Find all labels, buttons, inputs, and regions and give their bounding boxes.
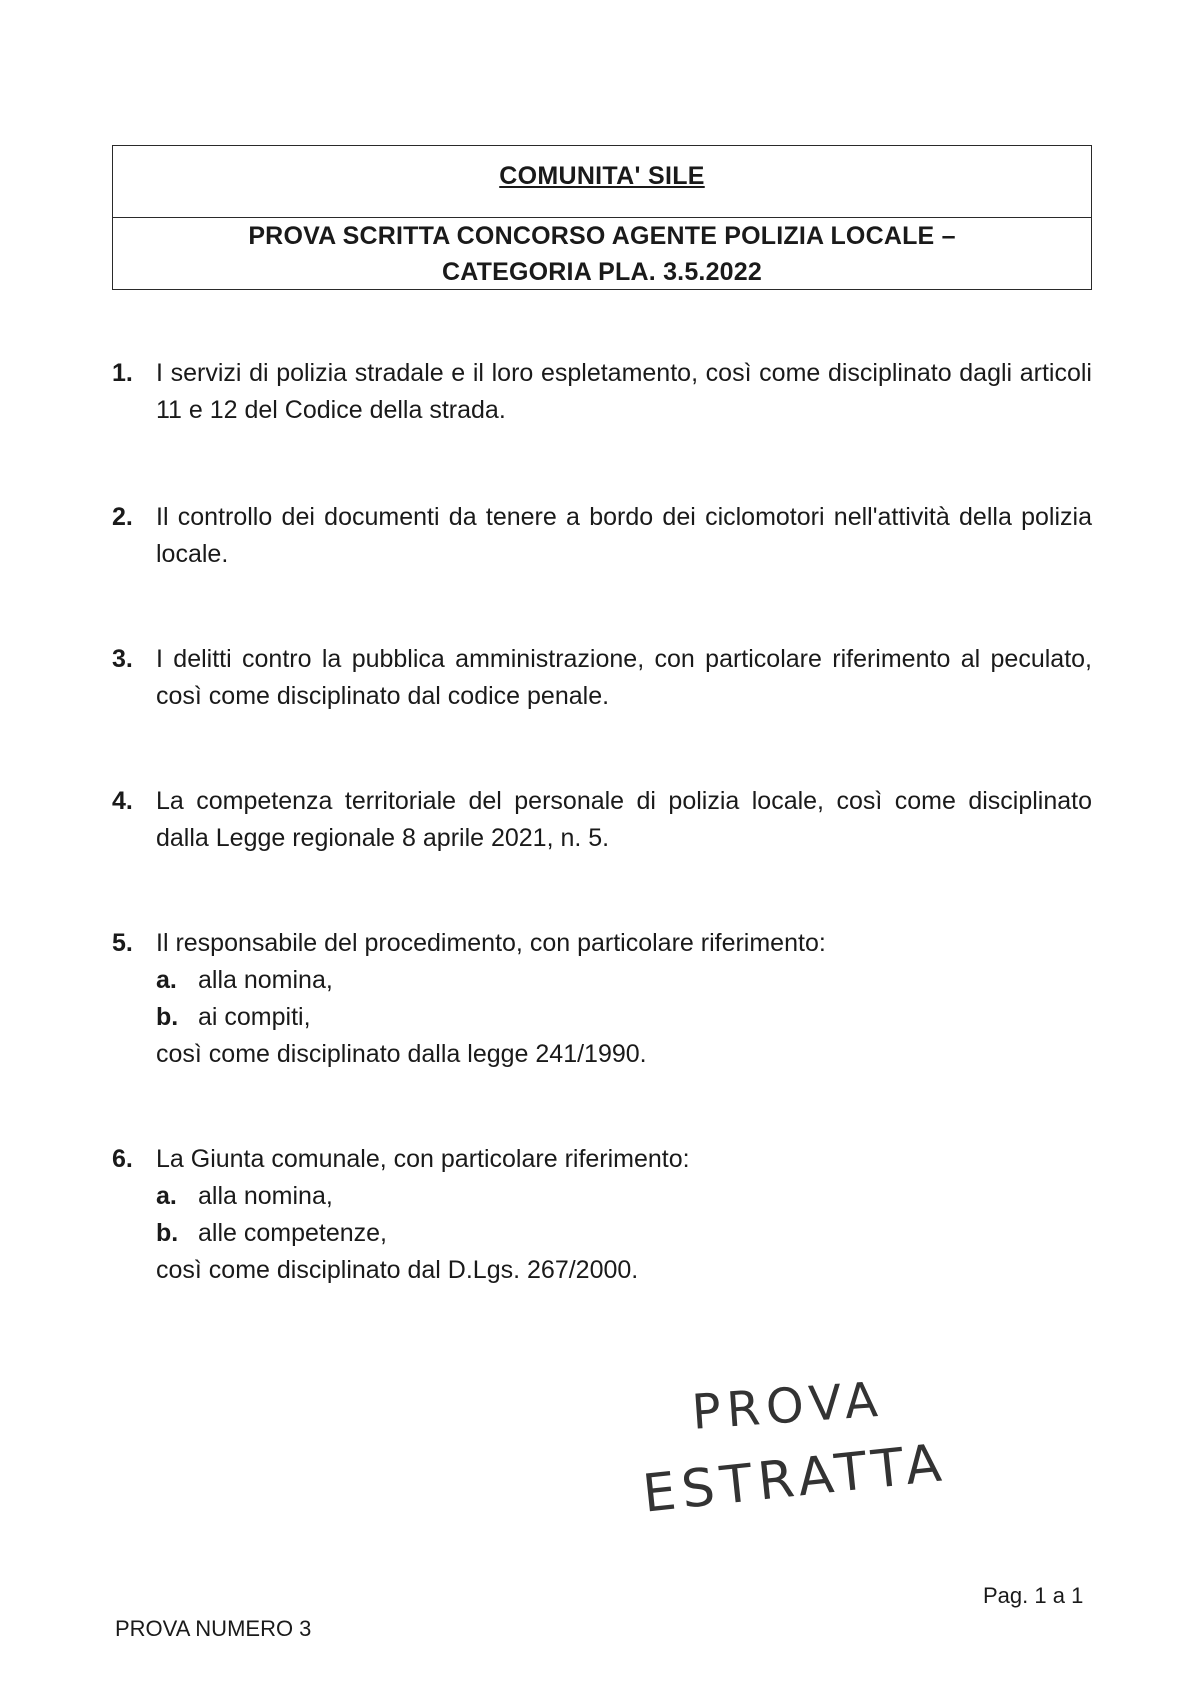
- question-number: 4.: [112, 787, 133, 815]
- handwritten-note-line-2: ESTRATTA: [640, 1433, 950, 1525]
- question-number: 6.: [112, 1145, 133, 1173]
- question-text: La competenza territoriale del personale di polizia locale, così come disciplinato dalla Legge regionale 8 aprile 2021, n. 5.: [156, 787, 1092, 852]
- sub-item-text: alla nomina,: [198, 966, 333, 994]
- sub-item-letter: b.: [156, 1003, 179, 1031]
- sub-item-text: ai compiti,: [198, 1003, 311, 1031]
- header-title-row: [113, 218, 1091, 289]
- question-5: [112, 925, 1092, 1073]
- document-header: [112, 145, 1092, 290]
- sub-item: [156, 1178, 1092, 1215]
- sub-item-text: alla nomina,: [198, 1182, 333, 1210]
- question-body: [156, 925, 1092, 1073]
- question-closing: così come disciplinato dalla legge 241/1990.: [156, 1040, 647, 1068]
- question-closing: così come disciplinato dal D.Lgs. 267/2000.: [156, 1256, 639, 1284]
- question-text: I servizi di polizia stradale e il loro espletamento, così come disciplinato dagli articoli 11 e 12 del Codice della strada.: [156, 359, 1092, 424]
- question-text: Il controllo dei documenti da tenere a bordo dei ciclomotori nell'attività della polizia locale.: [156, 503, 1092, 568]
- question-text: La Giunta comunale, con particolare riferimento:: [156, 1145, 690, 1173]
- header-org-row: [113, 146, 1091, 218]
- question-text: Il responsabile del procedimento, con particolare riferimento:: [156, 929, 826, 957]
- handwritten-note-line-1: PROVA: [690, 1371, 886, 1441]
- question-2: [112, 499, 1092, 573]
- question-1: [112, 355, 1092, 429]
- sub-item: [156, 999, 1092, 1036]
- question-3: [112, 641, 1092, 715]
- sub-item: [156, 1215, 1092, 1252]
- sub-item-letter: a.: [156, 966, 177, 994]
- exam-title-line-1: PROVA SCRITTA CONCORSO AGENTE POLIZIA LOCALE –: [248, 221, 956, 250]
- question-body: [156, 1141, 1092, 1289]
- question-number: 5.: [112, 929, 133, 957]
- question-text: I delitti contro la pubblica amministrazione, con particolare riferimento al peculato, così come disciplinato dal codice penale.: [156, 645, 1092, 710]
- question-number: 2.: [112, 503, 133, 531]
- question-list: [112, 355, 1092, 1289]
- sub-item-letter: b.: [156, 1219, 179, 1247]
- sub-item: [156, 962, 1092, 999]
- test-number: PROVA NUMERO 3: [115, 1616, 312, 1641]
- exam-title-line-2: CATEGORIA PLA. 3.5.2022: [442, 257, 762, 286]
- organization-name: COMUNITA' SILE: [499, 162, 705, 190]
- sub-item-text: alle competenze,: [198, 1219, 388, 1247]
- question-6: [112, 1141, 1092, 1289]
- question-number: 3.: [112, 645, 133, 673]
- page-number: Pag. 1 a 1: [983, 1583, 1084, 1608]
- sub-item-letter: a.: [156, 1182, 177, 1210]
- question-4: [112, 783, 1092, 857]
- question-number: 1.: [112, 359, 133, 387]
